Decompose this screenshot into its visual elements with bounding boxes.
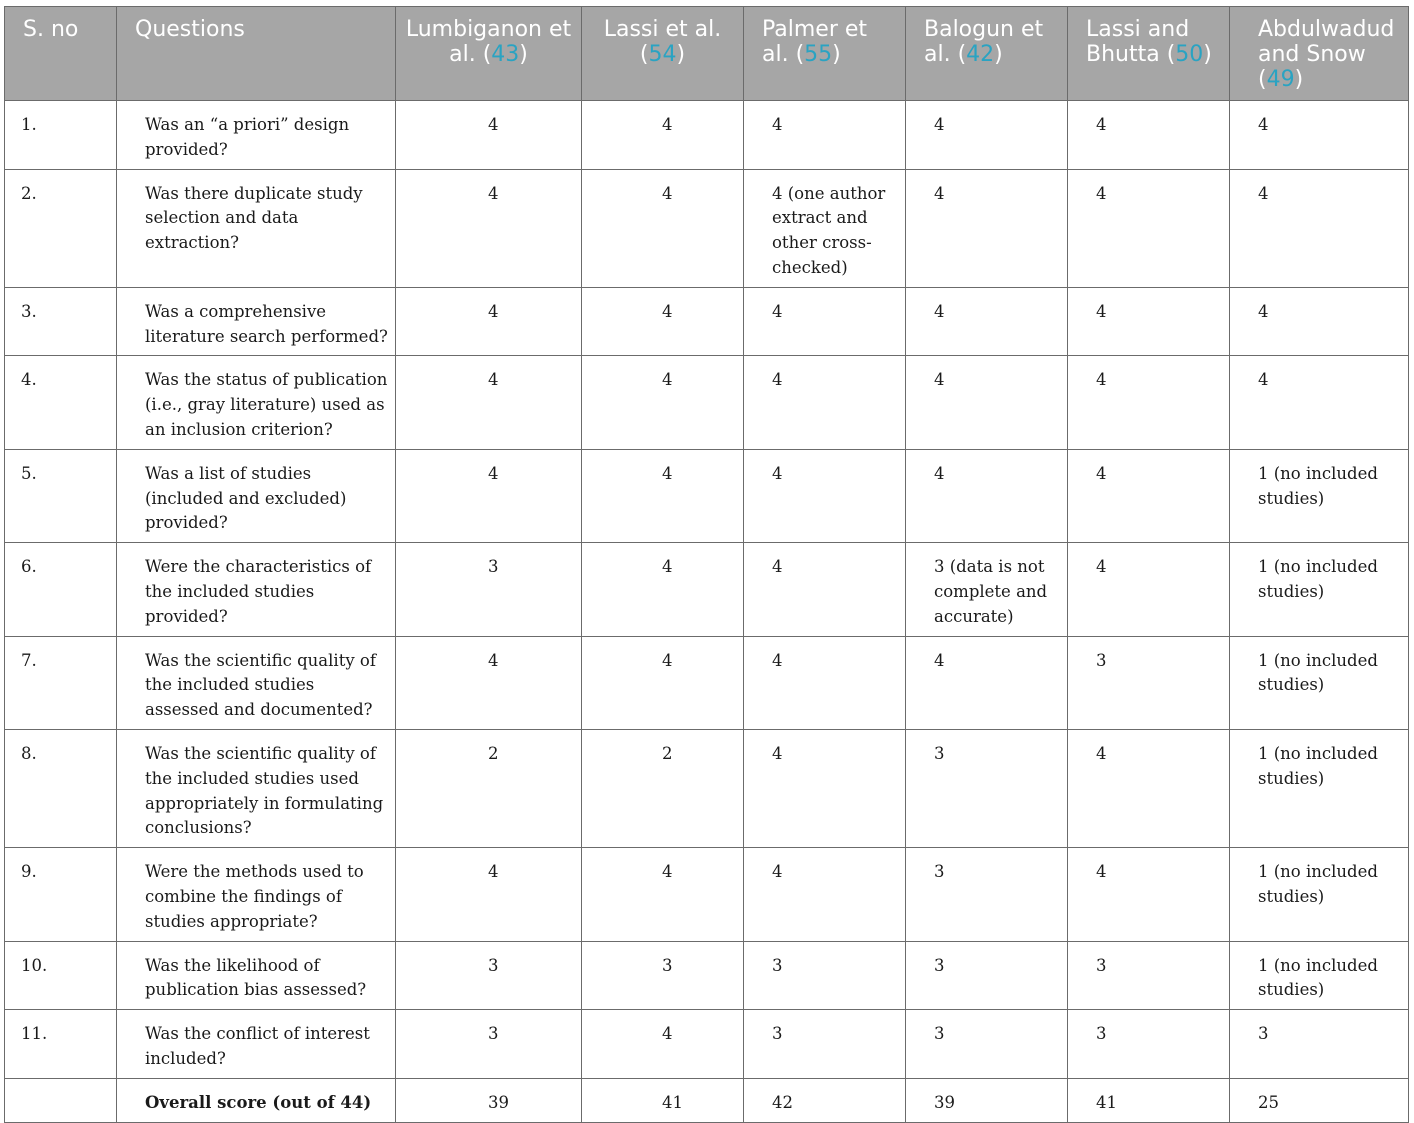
overall-score-cell: 39 xyxy=(906,1078,1068,1122)
table-row xyxy=(5,941,1409,1010)
row-number: 9. xyxy=(5,848,117,941)
overall-score-cell: 39 xyxy=(396,1078,582,1122)
overall-score-cell: 42 xyxy=(744,1078,906,1122)
table-row xyxy=(5,1010,1409,1079)
header-study-abdulwadud: Abdulwadud and Snow (49) xyxy=(1230,7,1409,101)
question-cell: Was a comprehensive literature search performed? xyxy=(117,287,396,356)
reference-link[interactable]: 54 xyxy=(648,42,677,67)
score-cell: 1 (no included studies) xyxy=(1230,636,1409,729)
question-cell: Was an “a priori” design provided? xyxy=(117,101,396,170)
header-study-lumbiganon: Lumbiganon et al. (43) xyxy=(396,7,582,101)
score-cell: 4 xyxy=(744,729,906,847)
question-cell: Was there duplicate study selection and data extraction? xyxy=(117,169,396,287)
score-cell: 4 xyxy=(1068,287,1230,356)
score-cell: 4 xyxy=(906,169,1068,287)
score-cell: 3 xyxy=(396,1010,582,1079)
question-cell: Was the conflict of interest included? xyxy=(117,1010,396,1079)
table-row xyxy=(5,287,1409,356)
score-cell: 4 xyxy=(1068,848,1230,941)
score-cell: 4 xyxy=(582,287,744,356)
question-cell: Were the characteristics of the included studies provided? xyxy=(117,543,396,636)
score-cell: 4 xyxy=(582,543,744,636)
header-study-lassi: Lassi et al. (54) xyxy=(582,7,744,101)
row-number: 10. xyxy=(5,941,117,1010)
score-cell: 3 xyxy=(396,543,582,636)
table-row xyxy=(5,356,1409,449)
score-cell: 3 xyxy=(1068,941,1230,1010)
overall-score-row xyxy=(5,1078,1409,1122)
score-cell: 4 xyxy=(582,169,744,287)
score-cell: 4 xyxy=(396,848,582,941)
score-cell: 3 xyxy=(906,729,1068,847)
score-cell: 4 xyxy=(396,101,582,170)
header-study-balogun: Balogun et al. (42) xyxy=(906,7,1068,101)
score-cell: 4 xyxy=(1230,169,1409,287)
table-row xyxy=(5,636,1409,729)
score-cell: 3 xyxy=(396,941,582,1010)
score-cell: 4 xyxy=(1230,101,1409,170)
score-cell: 4 xyxy=(906,101,1068,170)
score-cell: 2 xyxy=(396,729,582,847)
table-row xyxy=(5,729,1409,847)
overall-score-cell: 25 xyxy=(1230,1078,1409,1122)
question-cell: Was the status of publication (i.e., gray literature) used as an inclusion criterion? xyxy=(117,356,396,449)
question-cell: Were the methods used to combine the findings of studies appropriate? xyxy=(117,848,396,941)
score-cell: 4 xyxy=(582,449,744,542)
question-cell: Was a list of studies (included and excluded) provided? xyxy=(117,449,396,542)
score-cell: 4 xyxy=(744,543,906,636)
row-number: 3. xyxy=(5,287,117,356)
score-cell: 3 xyxy=(744,941,906,1010)
score-cell: 4 xyxy=(744,287,906,356)
overall-score-label: Overall score (out of 44) xyxy=(117,1078,396,1122)
score-cell: 1 (no included studies) xyxy=(1230,543,1409,636)
row-number: 5. xyxy=(5,449,117,542)
question-cell: Was the likelihood of publication bias assessed? xyxy=(117,941,396,1010)
row-number: 2. xyxy=(5,169,117,287)
score-cell: 1 (no included studies) xyxy=(1230,941,1409,1010)
reference-link[interactable]: 43 xyxy=(491,42,520,67)
row-number: 6. xyxy=(5,543,117,636)
score-cell: 3 xyxy=(906,848,1068,941)
score-cell: 3 xyxy=(1068,636,1230,729)
header-study-lassi-bhutta: Lassi and Bhutta (50) xyxy=(1068,7,1230,101)
score-cell: 3 xyxy=(1230,1010,1409,1079)
score-cell: 4 xyxy=(906,356,1068,449)
score-cell: 1 (no included studies) xyxy=(1230,729,1409,847)
table-row xyxy=(5,169,1409,287)
score-cell: 3 xyxy=(1068,1010,1230,1079)
header-study-palmer: Palmer et al. (55) xyxy=(744,7,906,101)
score-cell: 4 xyxy=(582,1010,744,1079)
score-cell: 3 xyxy=(744,1010,906,1079)
score-cell: 4 xyxy=(906,287,1068,356)
reference-link[interactable]: 55 xyxy=(804,42,833,67)
table-body xyxy=(5,101,1409,1123)
table-row xyxy=(5,101,1409,170)
table-row xyxy=(5,543,1409,636)
reference-link[interactable]: 50 xyxy=(1175,42,1204,67)
row-number xyxy=(5,1078,117,1122)
score-cell: 4 xyxy=(1230,287,1409,356)
score-cell: 4 xyxy=(396,449,582,542)
table-row xyxy=(5,848,1409,941)
score-cell: 4 xyxy=(744,636,906,729)
reference-link[interactable]: 49 xyxy=(1266,67,1295,92)
score-cell: 4 xyxy=(744,101,906,170)
header-questions: Questions xyxy=(117,7,396,101)
score-cell: 4 xyxy=(582,101,744,170)
row-number: 1. xyxy=(5,101,117,170)
score-cell: 1 (no included studies) xyxy=(1230,449,1409,542)
score-cell: 4 xyxy=(582,636,744,729)
score-cell: 4 (one author extract and other cross-checked) xyxy=(744,169,906,287)
score-cell: 3 (data is not complete and accurate) xyxy=(906,543,1068,636)
question-cell: Was the scientific quality of the included studies used appropriately in formulating conclusions? xyxy=(117,729,396,847)
score-cell: 4 xyxy=(396,169,582,287)
score-cell: 4 xyxy=(396,356,582,449)
overall-score-cell: 41 xyxy=(582,1078,744,1122)
quality-assessment-table xyxy=(4,6,1409,1123)
row-number: 11. xyxy=(5,1010,117,1079)
score-cell: 3 xyxy=(906,1010,1068,1079)
score-cell: 1 (no included studies) xyxy=(1230,848,1409,941)
reference-link[interactable]: 42 xyxy=(966,42,995,67)
score-cell: 3 xyxy=(582,941,744,1010)
score-cell: 2 xyxy=(582,729,744,847)
score-cell: 4 xyxy=(582,848,744,941)
score-cell: 4 xyxy=(1068,356,1230,449)
header-row xyxy=(5,7,1409,101)
score-cell: 4 xyxy=(396,287,582,356)
score-cell: 4 xyxy=(582,356,744,449)
score-cell: 4 xyxy=(1230,356,1409,449)
score-cell: 3 xyxy=(906,941,1068,1010)
score-cell: 4 xyxy=(906,449,1068,542)
row-number: 7. xyxy=(5,636,117,729)
score-cell: 4 xyxy=(1068,543,1230,636)
row-number: 8. xyxy=(5,729,117,847)
table-row xyxy=(5,449,1409,542)
score-cell: 4 xyxy=(1068,729,1230,847)
score-cell: 4 xyxy=(1068,101,1230,170)
score-cell: 4 xyxy=(906,636,1068,729)
score-cell: 4 xyxy=(744,356,906,449)
score-cell: 4 xyxy=(1068,169,1230,287)
overall-score-cell: 41 xyxy=(1068,1078,1230,1122)
score-cell: 4 xyxy=(744,449,906,542)
question-cell: Was the scientific quality of the included studies assessed and documented? xyxy=(117,636,396,729)
score-cell: 4 xyxy=(396,636,582,729)
header-sno: S. no xyxy=(5,7,117,101)
score-cell: 4 xyxy=(1068,449,1230,542)
score-cell: 4 xyxy=(744,848,906,941)
row-number: 4. xyxy=(5,356,117,449)
